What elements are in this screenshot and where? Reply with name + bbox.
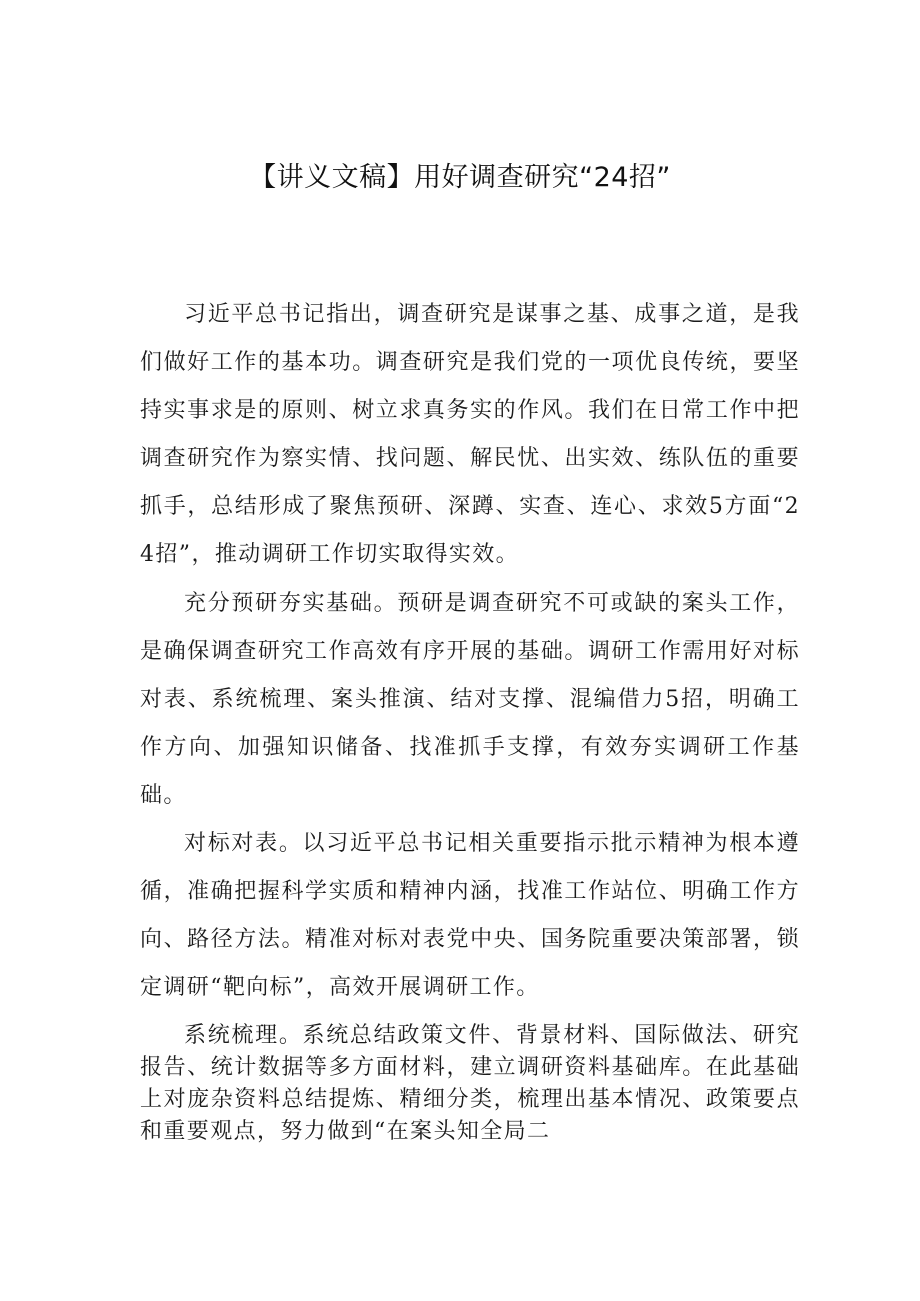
paragraph-block-2 bbox=[140, 580, 800, 820]
body-paragraph: 习近平总书记指出，调查研究是谋事之基、成事之道，是我们做好工作的基本功。调查研究是我们党的一项优良传统，要坚持实事求是的原则、树立求真务实的作风。我们在日常工作中把调查研究作为察实情、找问题、解民忧、出实效、练队伍的重要抓手，总结形成了聚焦预研、深蹲、实查、连心、求效5方面“24招”，推动调研工作切实取得实效。 bbox=[140, 302, 800, 567]
paragraph-block-3 bbox=[140, 820, 800, 1012]
paragraph-block-4 bbox=[140, 1020, 800, 1148]
paragraph-block-1 bbox=[140, 291, 800, 579]
body-paragraph: 系统梳理。系统总结政策文件、背景材料、国际做法、研究报告、统计数据等多方面材料，建立调研资料基础库。在此基础上对庞杂资料总结提炼、精细分类，梳理出基本情况、政策要点和重要观点，努力做到“在案头知全局二 bbox=[140, 1023, 800, 1144]
body-paragraph: 对标对表。以习近平总书记相关重要指示批示精神为根本遵循，准确把握科学实质和精神内涵，找准工作站位、明确工作方向、路径方法。精准对标对表党中央、国务院重要决策部署，锁定调研“靶向标”，高效开展调研工作。 bbox=[140, 831, 800, 1000]
body-paragraph: 充分预研夯实基础。预研是调查研究不可或缺的案头工作，是确保调查研究工作高效有序开展的基础。调研工作需用好对标对表、系统梳理、案头推演、结对支撑、混编借力5招，明确工作方向、加强知识储备、找准抓手支撑，有效夯实调研工作基础。 bbox=[140, 591, 800, 808]
document-title: 【讲义文稿】用好调查研究“24招” bbox=[249, 162, 671, 193]
